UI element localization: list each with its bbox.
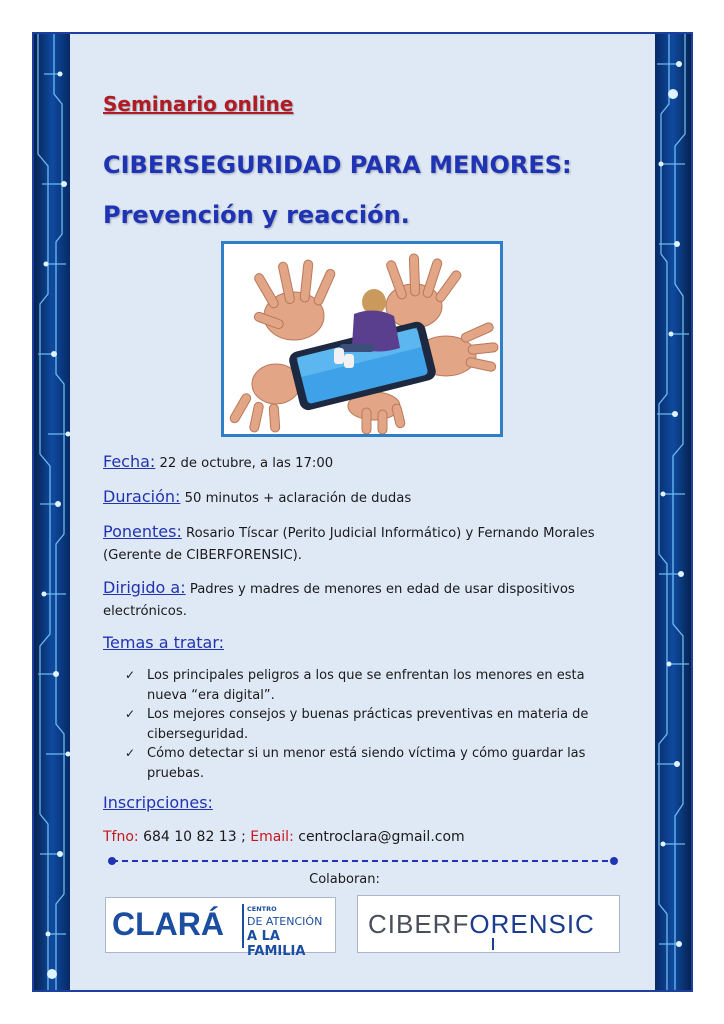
list-item — [125, 666, 595, 705]
ciberforensic-logo — [357, 895, 620, 953]
title-line-2: Prevención y reacción. — [103, 201, 410, 229]
magnifier-icon — [489, 938, 497, 950]
hero-image — [221, 241, 503, 437]
audience-value: Padres y madres de menores en edad de usar dispositivos electrónicos. — [103, 582, 575, 619]
speakers-label: Ponentes: — [103, 522, 182, 541]
circuit-border-right — [655, 34, 691, 990]
duration-row — [103, 486, 623, 510]
collaborators-label: Colaboran: — [309, 872, 380, 887]
clara-logo-divider — [242, 904, 244, 948]
ciber-part3: RENSIC — [490, 909, 595, 939]
clara-logo — [105, 897, 336, 959]
topic-text: Los mejores consejos y buenas prácticas preventivas en materia de ciberseguridad. — [147, 707, 589, 742]
topic-text: Cómo detectar si un menor está siendo víctima y cómo guardar las pruebas. — [147, 746, 586, 781]
clara-logo-line1: CENTRO — [247, 905, 277, 913]
seminar-kicker: Seminario online — [103, 92, 294, 116]
check-icon: ✓ — [125, 668, 136, 682]
poster-content — [70, 34, 655, 990]
ciber-part2: O — [469, 909, 491, 939]
phone-value[interactable]: 684 10 82 13 — [143, 829, 237, 845]
ciber-part1: CIBERF — [368, 909, 470, 939]
speakers-value: Rosario Tíscar (Perito Judicial Informático) y Fernando Morales (Gerente de CIBERFORENSIC). — [103, 526, 595, 563]
check-icon: ✓ — [125, 746, 136, 760]
clara-logo-line3: A LA FAMILIA — [247, 929, 306, 959]
date-label: Fecha: — [103, 452, 156, 471]
speakers-row — [103, 521, 623, 567]
audience-label: Dirigido a: — [103, 578, 186, 597]
list-item — [125, 705, 595, 744]
topics-label: Temas a tratar: — [103, 633, 225, 652]
email-label: Email: — [250, 829, 294, 845]
topics-list — [125, 666, 595, 783]
title-line-1: CIBERSEGURIDAD PARA MENORES: — [103, 151, 572, 179]
clara-logo-line2: DE ATENCIÓN — [247, 915, 323, 928]
duration-value: 50 minutos + aclaración de dudas — [184, 491, 412, 506]
circuit-border-left — [34, 34, 70, 990]
child-on-phone-illustration — [224, 244, 500, 434]
list-item — [125, 744, 595, 783]
phone-label: Tfno: — [103, 829, 139, 845]
page-title — [103, 140, 572, 240]
duration-label: Duración: — [103, 487, 181, 506]
clara-logo-word: CLARÁ — [112, 906, 224, 942]
topics-heading-row — [103, 632, 623, 656]
audience-row — [103, 577, 623, 623]
date-value: 22 de octubre, a las 17:00 — [159, 456, 334, 471]
ciberforensic-logo-word — [368, 909, 595, 940]
dashed-divider — [108, 856, 618, 866]
topic-text: Los principales peligros a los que se enfrentan los menores en esta nueva “era digital”. — [147, 668, 585, 703]
email-value[interactable]: centroclara@gmail.com — [298, 829, 465, 845]
registration-heading-row — [103, 792, 623, 816]
date-row — [103, 451, 623, 475]
registration-label: Inscripciones: — [103, 793, 213, 812]
contact-separator: ; — [241, 829, 246, 845]
check-icon: ✓ — [125, 707, 136, 721]
contact-line — [103, 829, 465, 845]
